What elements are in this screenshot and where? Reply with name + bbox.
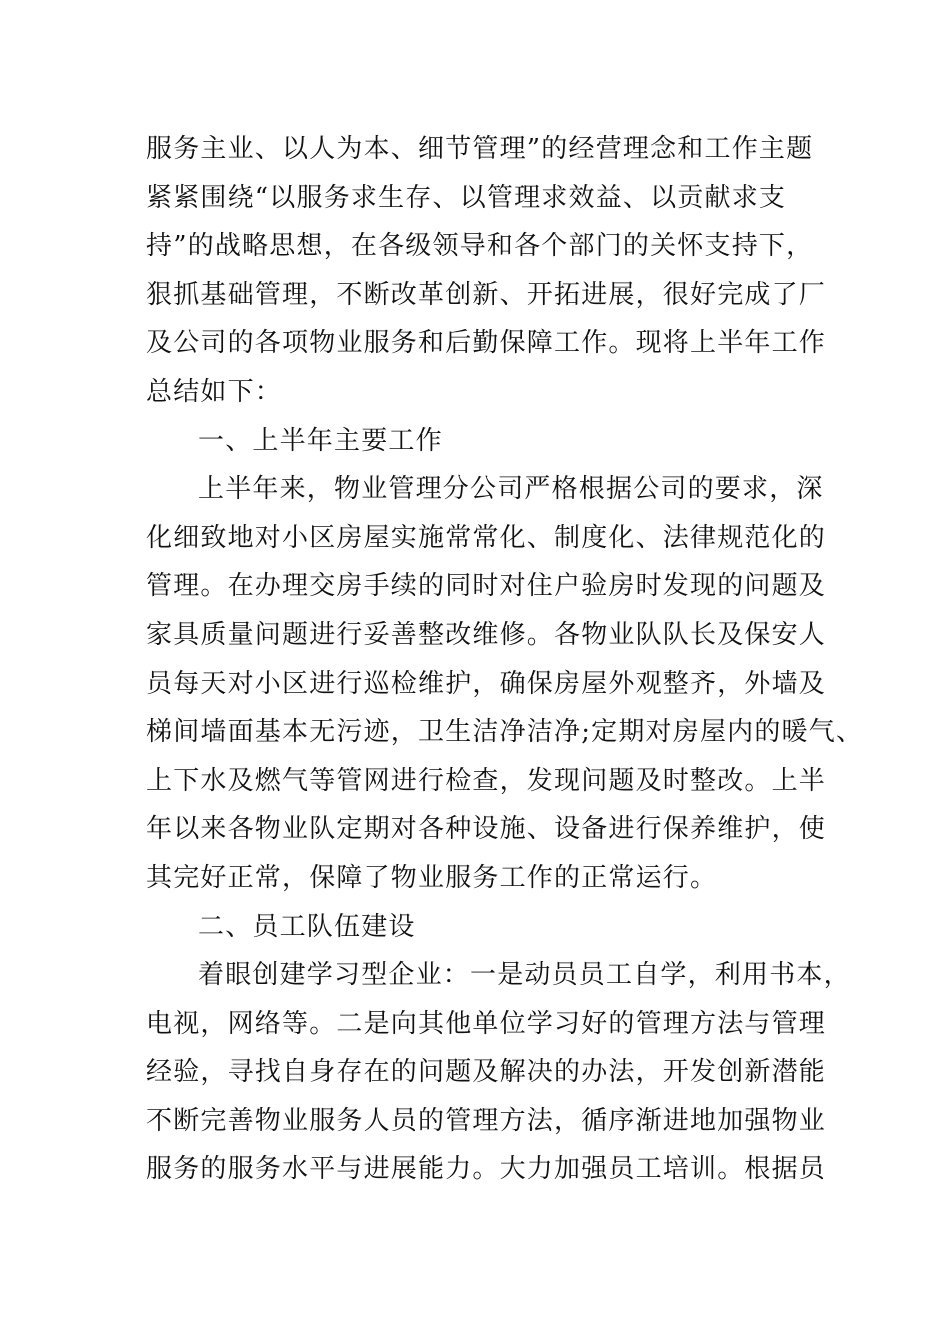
section-heading: 二、员工队伍建设 [198, 911, 416, 942]
text-line: 员每天对小区进行巡检维护，确保房屋外观整齐，外墙及 [146, 668, 827, 699]
text-line: 狠抓基础管理，不断改革创新、开拓进展，很好完成了厂 [146, 279, 827, 310]
text-line: 服务的服务水平与进展能力。大力加强员工培训。根据员 [146, 1154, 827, 1185]
text-line: 年以来各物业队定期对各种设施、设备进行保养维护，使 [146, 814, 827, 845]
text-line: 及公司的各项物业服务和后勤保障工作。现将上半年工作 [146, 328, 827, 359]
paragraph-first-line: 着眼创建学习型企业：一是动员员工自学，利用书本， [198, 960, 851, 991]
text-line: 梯间墙面基本无污迹，卫生洁净洁净;定期对房屋内的暖气、 [146, 717, 864, 748]
document-body [146, 125, 864, 1194]
text-line: 总结如下： [146, 376, 283, 407]
text-line: 持”的战略思想，在各级领导和各个部门的关怀支持下， [146, 231, 814, 262]
text-line: 管理。在办理交房手续的同时对住户验房时发现的问题及 [146, 571, 827, 602]
text-line: 经验，寻找自身存在的问题及解决的办法，开发创新潜能 [146, 1057, 827, 1088]
section-heading: 一、上半年主要工作 [198, 425, 443, 456]
text-line: 服务主业、以人为本、细节管理”的经营理念和工作主题 [146, 134, 814, 164]
text-line: 其完好正常，保障了物业服务工作的正常运行。 [146, 862, 718, 893]
text-line: 紧紧围绕“以服务求生存、以管理求效益、以贡献求支 [146, 182, 787, 213]
text-line: 上下水及燃气等管网进行检查，发现问题及时整改。上半 [146, 765, 827, 796]
text-line: 家具质量问题进行妥善整改维修。各物业队队长及保安人 [146, 619, 827, 650]
text-line: 不断完善物业服务人员的管理方法，循序渐进地加强物业 [146, 1105, 827, 1136]
text-line: 化细致地对小区房屋实施常常化、制度化、法律规范化的 [146, 522, 827, 553]
paragraph-first-line: 上半年来，物业管理分公司严格根据公司的要求，深 [198, 474, 824, 505]
text-line: 电视，网络等。二是向其他单位学习好的管理方法与管理 [146, 1008, 827, 1039]
